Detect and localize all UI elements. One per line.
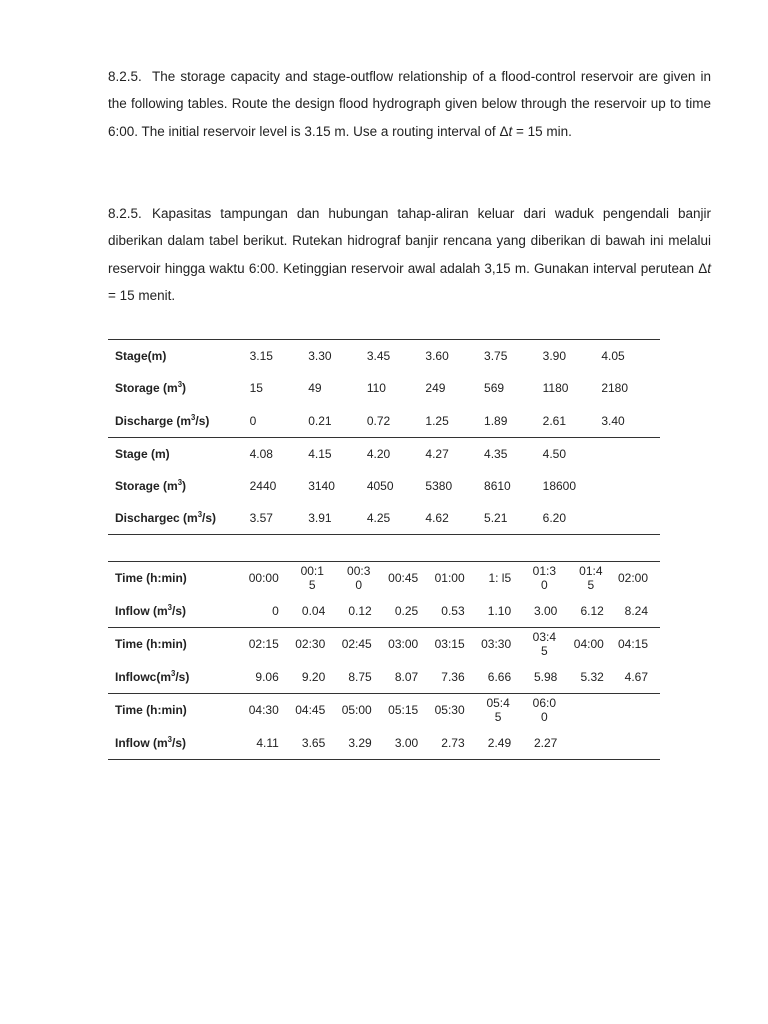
table-cell	[601, 470, 660, 503]
label-superscript: 3	[177, 477, 183, 487]
table-cell: 00:00	[232, 562, 278, 595]
cell-value: 03:45	[532, 630, 557, 659]
t-symbol: t	[707, 260, 711, 276]
problem-text-before: The storage capacity and stage-outflow relationship of a flood-control reservoir are given in the following tables. Route the design flood hydrograph given below through the reservoir up to time 6:00. The initial reservoir level is 3.15 m. Use a routing interval of	[108, 69, 711, 139]
table-cell	[511, 562, 557, 595]
delta-symbol: Δ	[698, 260, 708, 276]
table-cell: 03:30	[465, 628, 511, 661]
table-cell: 569	[484, 381, 505, 396]
table-cell: 04:15	[604, 628, 660, 661]
row-label: Stage (m)	[108, 437, 250, 470]
table-cell: 0.72	[366, 413, 391, 428]
table-cell: 4.67	[624, 669, 648, 684]
label-superscript: 3	[197, 510, 203, 519]
delta-symbol: Δ	[499, 123, 509, 139]
label-text: Discharge (m	[115, 413, 192, 428]
table-cell: 01:00	[418, 562, 464, 595]
table-cell: 05:15	[372, 694, 418, 727]
row-label: Time (h:min)	[108, 694, 232, 727]
table-cell	[557, 694, 603, 727]
table-cell	[279, 562, 325, 595]
table-cell: 15	[249, 381, 263, 396]
table-row	[108, 437, 660, 470]
table-cell	[557, 562, 603, 595]
table-cell: 04:30	[232, 694, 278, 727]
problem-statement-indonesian	[108, 200, 711, 309]
row-label: Stage(m)	[108, 340, 250, 373]
table-cell: 2440	[249, 478, 277, 493]
problem-number: 8.2.5.	[108, 69, 142, 84]
label-superscript: 3	[191, 412, 196, 422]
table-cell: 8.24	[624, 603, 648, 618]
table-cell	[604, 727, 660, 760]
label-superscript: 3	[171, 668, 176, 678]
table-cell: 49	[308, 381, 322, 396]
table-cell: 3.91	[308, 502, 367, 535]
table-cell: 4.25	[367, 502, 426, 535]
table-cell: 4.62	[425, 502, 484, 535]
table-cell: 3.15	[250, 340, 309, 373]
table-cell: 0.04	[301, 603, 326, 618]
table-cell: 3.00	[372, 727, 418, 760]
row-label	[108, 661, 232, 694]
table-row	[108, 727, 660, 760]
table-cell: 0.12	[348, 603, 372, 618]
table-row	[108, 340, 660, 373]
table-cell: 2.49	[465, 727, 511, 760]
problem-text-before: Kapasitas tampungan dan hubungan tahap-aliran keluar dari waduk pengendali banjir diberikan dalam tabel berikut. Rutekan hidrograf banjir rencana yang diberikan di bawah ini melalui reservoir hingga waktu 6:00. Ketinggian reservoir awal adalah 3,15 m. Gunakan interval perutean	[108, 206, 711, 276]
table-cell: 04:00	[557, 628, 603, 661]
table-cell: 3.40	[601, 413, 625, 428]
table-row	[108, 405, 660, 438]
table-cell: 1.89	[484, 413, 508, 428]
label-text: Inflow (m	[115, 735, 168, 750]
table-cell: 110	[366, 381, 386, 396]
table-cell: 4.35	[484, 437, 543, 470]
row-label	[108, 405, 250, 438]
table-cell: 05:00	[325, 694, 371, 727]
t-symbol: t	[508, 123, 513, 139]
label-superscript: 3	[167, 734, 173, 744]
table-cell	[601, 502, 660, 535]
table-row	[108, 628, 660, 661]
table-cell: 3.65	[279, 727, 325, 760]
table-row	[108, 661, 660, 694]
table-cell: 5.98	[534, 669, 558, 684]
table-cell: 5.21	[484, 502, 543, 535]
table-cell: 9.20	[301, 669, 326, 684]
table-cell: 249	[425, 381, 446, 396]
table-cell: 3.90	[543, 340, 602, 373]
row-label	[108, 595, 232, 628]
problem-statement-english	[108, 63, 711, 145]
label-suffix: /s)	[195, 413, 210, 428]
row-label	[108, 372, 250, 405]
table-cell: 2.61	[542, 413, 566, 428]
table-cell: 2.73	[418, 727, 464, 760]
cell-value: 01:45	[579, 564, 603, 593]
table-cell: 2.27	[511, 727, 557, 760]
table-cell: 3140	[308, 478, 335, 493]
table-cell: 8610	[484, 478, 511, 493]
table-cell: 6.20	[543, 502, 602, 535]
label-text: Inflowc(m	[115, 669, 171, 684]
table-cell: 02:30	[279, 628, 325, 661]
table-cell: 3.29	[325, 727, 371, 760]
table-cell: 02:45	[325, 628, 371, 661]
table-cell: 6.66	[487, 669, 512, 684]
cell-value: 00:30	[347, 564, 371, 593]
label-text: Inflow (m	[115, 603, 168, 618]
table-cell: 0.25	[394, 603, 419, 618]
table-cell: 4050	[366, 478, 394, 493]
table-cell	[465, 694, 511, 727]
table-cell: 4.27	[425, 437, 484, 470]
table-cell: 4.08	[250, 437, 309, 470]
table-cell: 00:45	[372, 562, 418, 595]
label-superscript: 3	[177, 380, 183, 390]
label-suffix: )	[182, 381, 187, 396]
table-cell: 4.05	[601, 340, 660, 373]
inflow-hydrograph-table	[108, 561, 660, 760]
cell-value: 00:15	[300, 564, 324, 593]
table-cell: 3.45	[367, 340, 426, 373]
table-cell: 9.06	[255, 669, 279, 684]
table-cell: 5.32	[580, 669, 604, 684]
table-cell: 05:30	[418, 694, 464, 727]
problem-text-after: = 15 min.	[512, 123, 572, 139]
row-label	[108, 727, 232, 760]
table-cell: 1.10	[487, 603, 512, 618]
table-cell: 4.11	[232, 727, 278, 760]
table-cell: 6.12	[580, 603, 604, 618]
table-cell: 4.50	[543, 437, 602, 470]
label-superscript: 3	[167, 602, 173, 612]
cell-value: 06:00	[532, 696, 557, 725]
row-label: Time (h:min)	[108, 562, 232, 595]
label-suffix: /s)	[172, 603, 187, 618]
table-cell: 4.20	[367, 437, 426, 470]
cell-value: 01:30	[532, 564, 557, 593]
table-cell	[511, 694, 557, 727]
table-cell: 1180	[542, 381, 569, 396]
table-row	[108, 502, 660, 535]
table-cell	[601, 437, 660, 470]
table-cell: 8.07	[394, 669, 419, 684]
table-cell: 0.21	[308, 413, 332, 428]
table-cell: 0.53	[441, 603, 465, 618]
row-label: Time (h:min)	[108, 628, 232, 661]
label-text: Storage (m	[115, 381, 178, 396]
table-cell: 3.30	[308, 340, 367, 373]
table-row	[108, 562, 660, 595]
table-cell: 03:00	[372, 628, 418, 661]
label-suffix: /s)	[175, 669, 190, 684]
label-suffix: /s)	[202, 511, 217, 525]
table-cell: 1: l5	[465, 562, 511, 595]
label-text: Dischargec (m	[115, 511, 198, 525]
table-cell	[604, 694, 660, 727]
table-cell	[557, 727, 603, 760]
row-label	[108, 502, 250, 535]
label-suffix: /s)	[172, 735, 187, 750]
table-cell: 3.60	[425, 340, 484, 373]
label-suffix: )	[182, 478, 187, 493]
table-row	[108, 694, 660, 727]
table-cell: 1.25	[425, 413, 449, 428]
table-row	[108, 372, 660, 405]
table-row	[108, 595, 660, 628]
table-cell: 5380	[425, 478, 453, 493]
table-cell: 02:15	[232, 628, 278, 661]
table-cell: 3.75	[484, 340, 543, 373]
table-cell: 03:15	[418, 628, 464, 661]
table-row	[108, 470, 660, 503]
stage-storage-discharge-table	[108, 339, 660, 535]
table-cell: 0	[249, 413, 257, 428]
problem-text-after: = 15 menit.	[108, 287, 176, 303]
table-cell: 4.15	[308, 437, 367, 470]
table-cell: 2180	[601, 381, 629, 396]
table-cell: 18600	[542, 478, 577, 493]
table-cell	[511, 628, 557, 661]
label-text: Storage (m	[115, 478, 178, 493]
table-cell: 04:45	[279, 694, 325, 727]
problem-number: 8.2.5.	[108, 206, 142, 221]
table-cell: 0	[272, 603, 279, 618]
table-cell: 02:00	[604, 562, 660, 595]
row-label	[108, 470, 250, 503]
cell-value: 05:45	[486, 696, 510, 725]
table-cell	[325, 562, 371, 595]
table-cell: 3.00	[534, 603, 558, 618]
table-cell: 3.57	[250, 502, 309, 535]
table-cell: 7.36	[441, 669, 465, 684]
table-cell: 8.75	[348, 669, 372, 684]
